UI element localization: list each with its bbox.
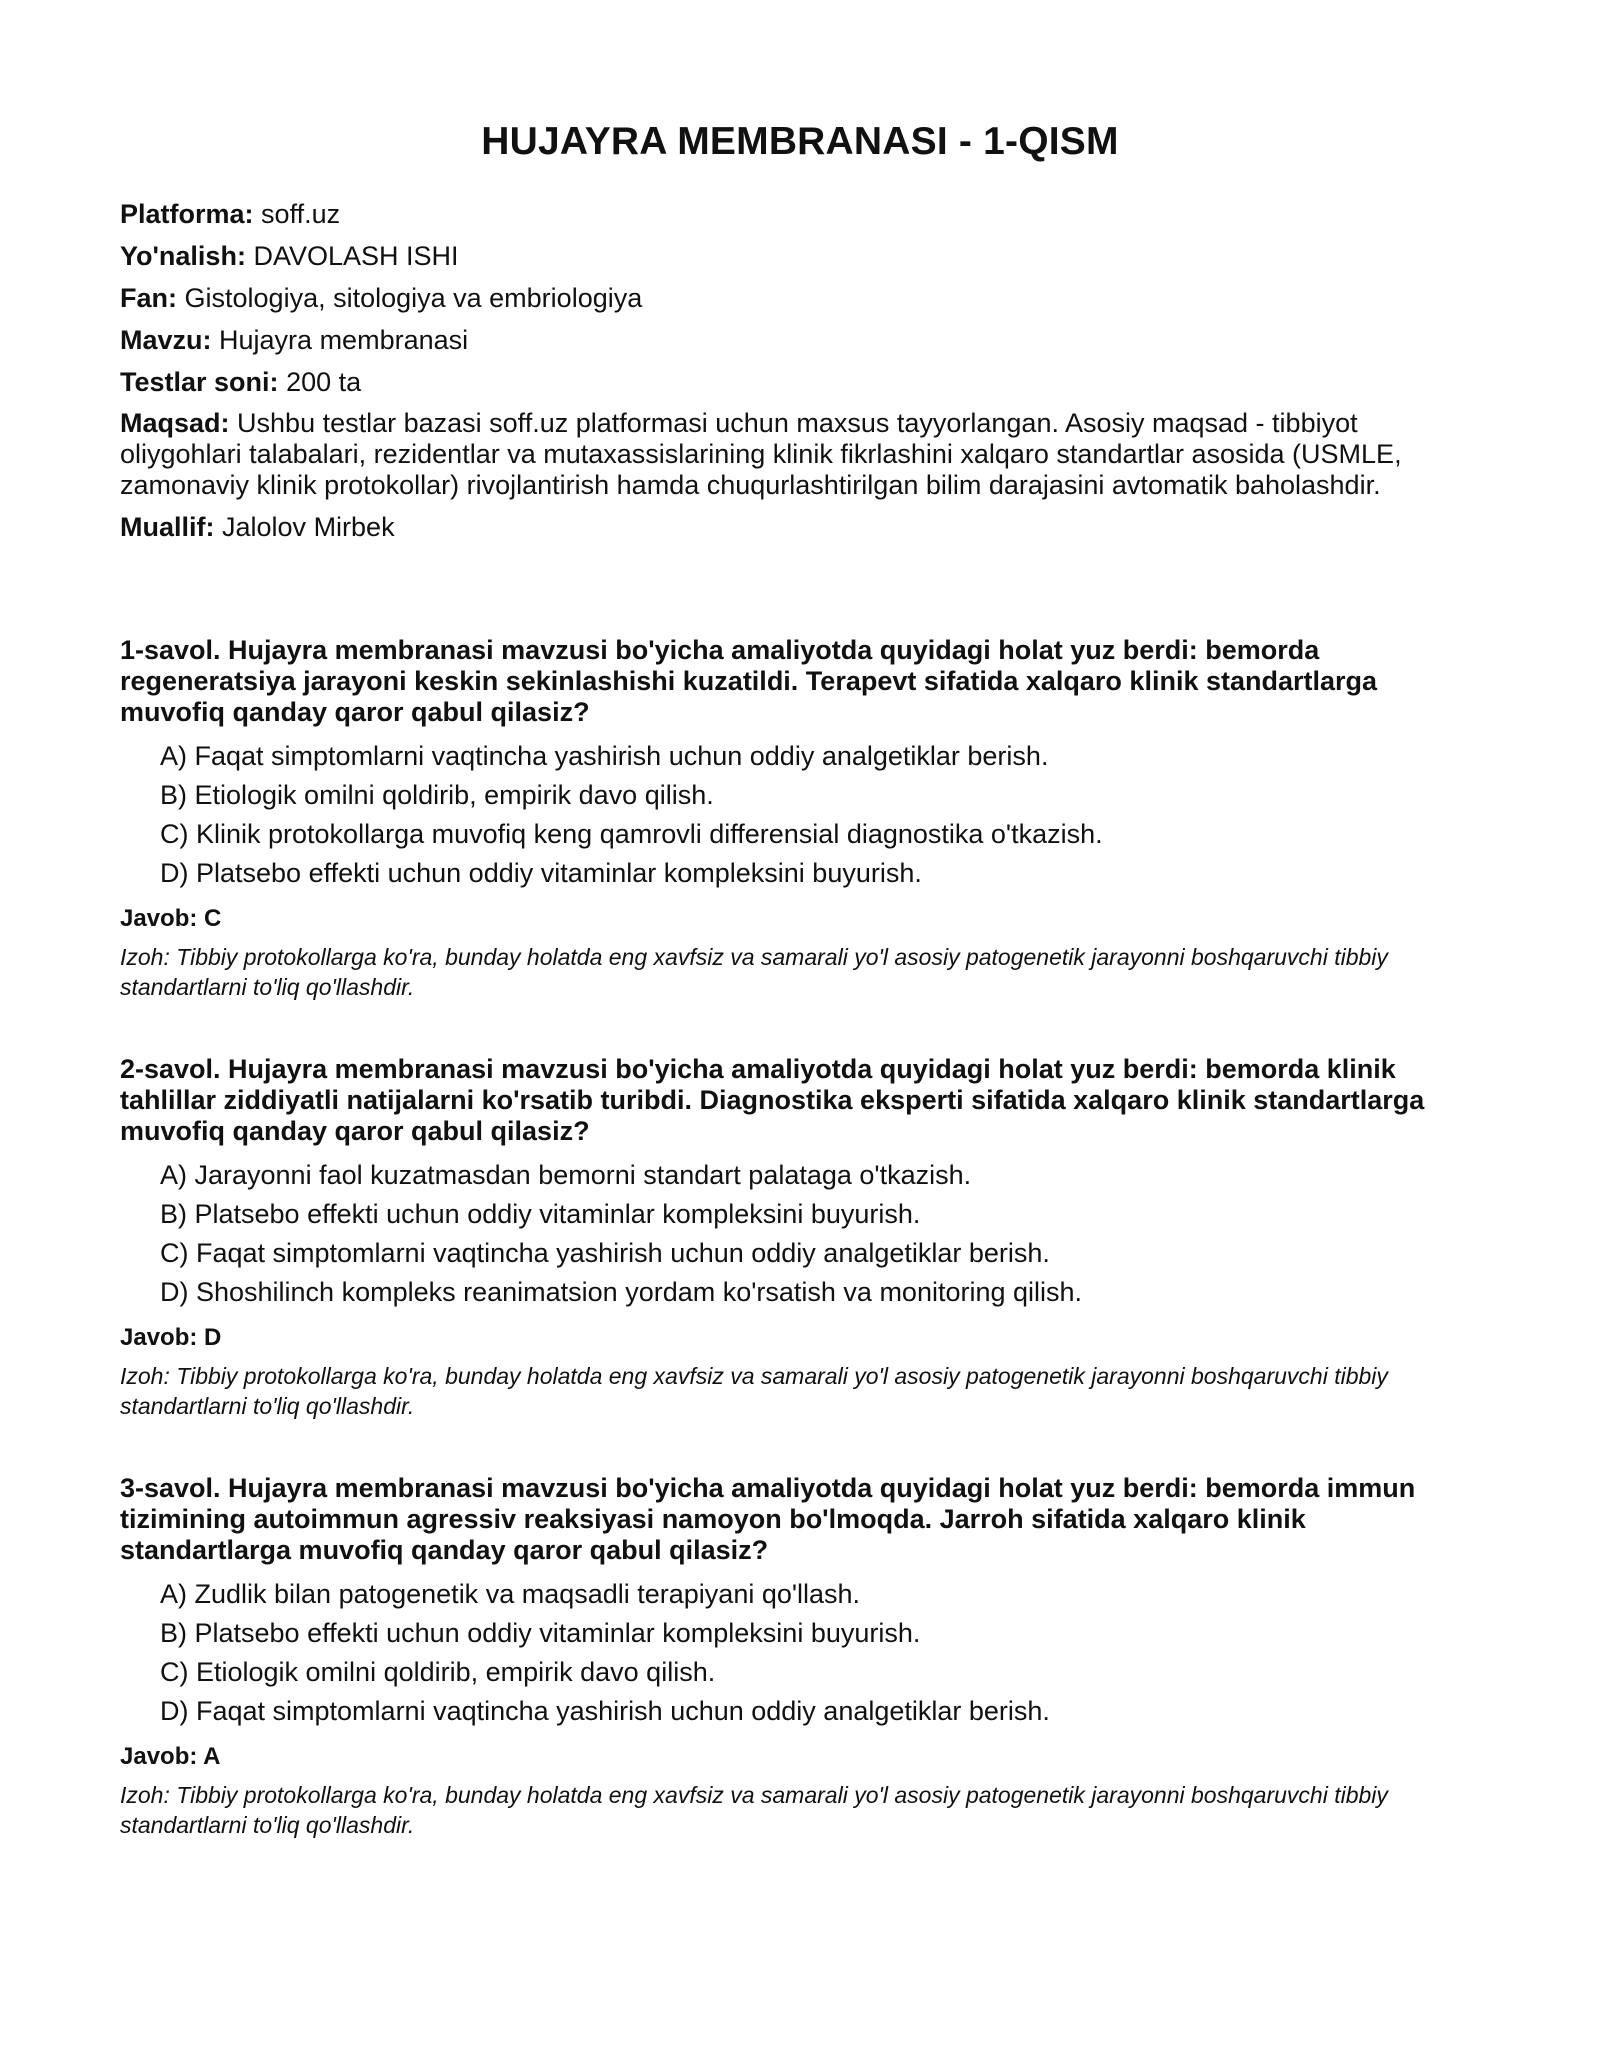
answer-option: A) Jarayonni faol kuzatmasdan bemorni standart palataga o'tkazish. — [160, 1160, 972, 1190]
explanation-note: Izoh: Tibbiy protokollarga ko'ra, bunday holatda eng xavfsiz va samarali yo'l asosiy patogenetik jarayonni boshqaruvchi tibbiy standartlarni to'liq qo'llashdir. — [120, 944, 1388, 1000]
page-title: HUJAYRA MEMBRANASI - 1-QISM — [481, 120, 1119, 163]
answer-option: C) Etiologik omilni qoldirib, empirik davo qilish. — [160, 1657, 716, 1687]
meta-purpose-label: Maqsad: — [120, 408, 230, 438]
answer-option: B) Platsebo effekti uchun oddiy vitaminlar kompleksini buyurish. — [160, 1618, 921, 1648]
correct-answer: Javob: A — [120, 1743, 221, 1770]
meta-subject-value: Gistologiya, sitologiya va embriologiya — [184, 283, 643, 313]
answer-option: D) Faqat simptomlarni vaqtincha yashirish uchun oddiy analgetiklar berish. — [160, 1696, 1050, 1726]
meta-author-value: Jalolov Mirbek — [222, 512, 395, 542]
meta-author-label: Muallif: — [120, 512, 215, 542]
answer-option: A) Faqat simptomlarni vaqtincha yashirish uchun oddiy analgetiklar berish. — [160, 741, 1049, 771]
explanation-note: Izoh: Tibbiy protokollarga ko'ra, bunday holatda eng xavfsiz va samarali yo'l asosiy patogenetik jarayonni boshqaruvchi tibbiy standartlarni to'liq qo'llashdir. — [120, 1782, 1388, 1838]
meta-topic — [120, 324, 1480, 356]
meta-platform-label: Platforma: — [120, 199, 254, 229]
explanation-note: Izoh: Tibbiy protokollarga ko'ra, bunday holatda eng xavfsiz va samarali yo'l asosiy patogenetik jarayonni boshqaruvchi tibbiy standartlarni to'liq qo'llashdir. — [120, 1363, 1388, 1419]
meta-direction — [120, 240, 1480, 272]
answer-option: C) Faqat simptomlarni vaqtincha yashirish uchun oddiy analgetiklar berish. — [160, 1238, 1050, 1268]
document-meta — [120, 198, 1480, 543]
question-item — [120, 1054, 1480, 1421]
meta-topic-label: Mavzu: — [120, 325, 212, 355]
meta-count-label: Testlar soni: — [120, 367, 279, 397]
meta-count — [120, 366, 1480, 398]
meta-count-value: 200 ta — [286, 367, 362, 397]
answer-option: B) Etiologik omilni qoldirib, empirik davo qilish. — [160, 780, 714, 810]
answer-option: D) Platsebo effekti uchun oddiy vitaminlar kompleksini buyurish. — [160, 858, 922, 888]
answer-option: A) Zudlik bilan patogenetik va maqsadli terapiyani qo'llash. — [160, 1579, 861, 1609]
correct-answer: Javob: D — [120, 1324, 222, 1351]
question-item — [120, 1473, 1480, 1840]
answer-option: B) Platsebo effekti uchun oddiy vitaminlar kompleksini buyurish. — [160, 1199, 921, 1229]
meta-direction-label: Yo'nalish: — [120, 241, 246, 271]
meta-purpose — [120, 408, 1480, 501]
meta-author — [120, 511, 1480, 543]
answer-option: C) Klinik protokollarga muvofiq keng qamrovli differensial diagnostika o'tkazish. — [160, 819, 1103, 849]
meta-purpose-value: Ushbu testlar bazasi soff.uz platformasi uchun maxsus tayyorlangan. Asosiy maqsad - tibbiyot oliygohlari talabalari, rezidentlar va mutaxassislarining klinik fikrlashini xalqaro standartlar asosida (USMLE, zamonaviy klinik protokollar) rivojlantirish hamda chuqurlashtirilgan bilim darajasini avtomatik baholashdir. — [120, 408, 1402, 500]
question-text: 2-savol. Hujayra membranasi mavzusi bo'yicha amaliyotda quyidagi holat yuz berdi: bemorda klinik tahlillar ziddiyatli natijalarni ko'rsatib turibdi. Diagnostika eksperti sifatida xalqaro klinik standartlarga muvofiq qanday qaror qabul qilasiz? — [120, 1054, 1425, 1146]
question-text: 1-savol. Hujayra membranasi mavzusi bo'yicha amaliyotda quyidagi holat yuz berdi: bemorda regeneratsiya jarayoni keskin sekinlashishi kuzatildi. Terapevt sifatida xalqaro klinik standartlarga muvofiq qanday qaror qabul qilasiz? — [120, 635, 1378, 727]
answer-option: D) Shoshilinch kompleks reanimatsion yordam ko'rsatish va monitoring qilish. — [160, 1277, 1083, 1307]
correct-answer: Javob: C — [120, 905, 222, 932]
question-item — [120, 635, 1480, 1002]
meta-platform — [120, 198, 1480, 230]
question-text: 3-savol. Hujayra membranasi mavzusi bo'yicha amaliyotda quyidagi holat yuz berdi: bemorda immun tizimining autoimmun agressiv reaksiyasi namoyon bo'lmoqda. Jarroh sifatida xalqaro klinik standartlarga muvofiq qanday qaror qabul qilasiz? — [120, 1473, 1416, 1565]
meta-subject-label: Fan: — [120, 283, 177, 313]
question-list — [120, 635, 1480, 1840]
meta-subject — [120, 282, 1480, 314]
meta-direction-value: DAVOLASH ISHI — [253, 241, 459, 271]
meta-topic-value: Hujayra membranasi — [219, 325, 469, 355]
meta-platform-value: soff.uz — [261, 199, 341, 229]
